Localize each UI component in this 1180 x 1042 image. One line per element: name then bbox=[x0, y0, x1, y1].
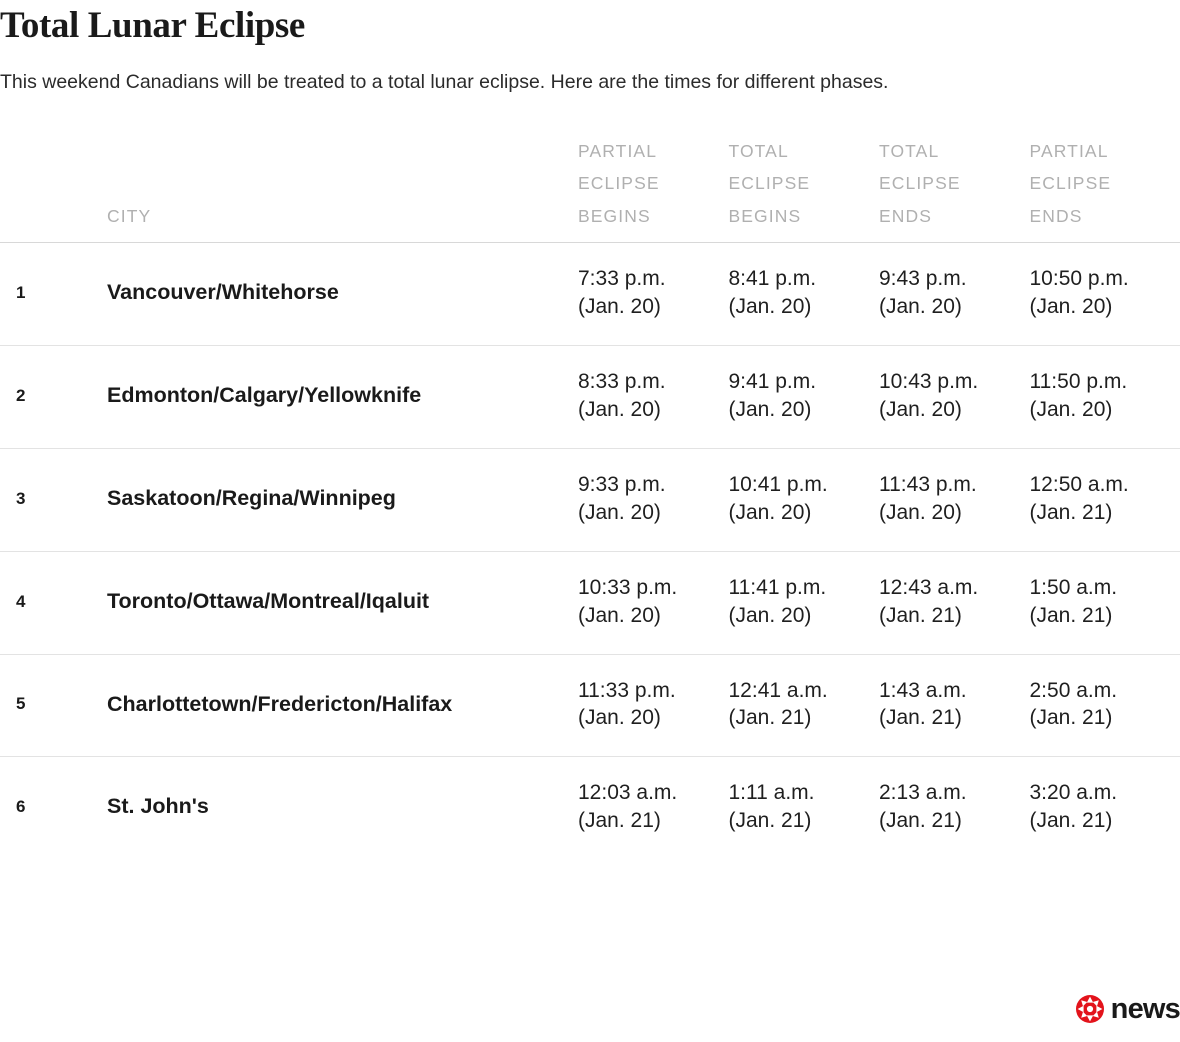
column-header-total-eclipse-ends bbox=[879, 135, 1030, 243]
header-line: ECLIPSE bbox=[879, 173, 961, 194]
time-value: 2:50 a.m. bbox=[1029, 678, 1118, 702]
header-line: ECLIPSE bbox=[578, 173, 660, 194]
time-value: 1:50 a.m. bbox=[1029, 575, 1118, 599]
cell-partial-eclipse-begins bbox=[578, 654, 729, 757]
header-line: ENDS bbox=[879, 205, 933, 226]
header-line: TOTAL bbox=[879, 141, 940, 161]
date-value: (Jan. 21) bbox=[578, 809, 661, 833]
date-value: (Jan. 20) bbox=[879, 500, 962, 524]
header-line: PARTIAL bbox=[1029, 141, 1109, 161]
page-title: Total Lunar Eclipse bbox=[0, 5, 305, 46]
cell-total-eclipse-ends bbox=[879, 551, 1030, 654]
date-value: (Jan. 20) bbox=[578, 500, 661, 524]
table-row bbox=[0, 551, 1180, 654]
row-city: Toronto/Ottawa/Montreal/Iqaluit bbox=[107, 588, 430, 613]
date-value: (Jan. 21) bbox=[1029, 706, 1113, 730]
date-value: (Jan. 21) bbox=[879, 706, 962, 730]
time-value: 12:50 a.m. bbox=[1029, 472, 1129, 496]
cell-total-eclipse-ends bbox=[879, 243, 1030, 346]
cell-total-eclipse-begins bbox=[729, 243, 880, 346]
cell-total-eclipse-ends bbox=[879, 757, 1030, 859]
cell-total-eclipse-ends bbox=[879, 448, 1030, 551]
table-body bbox=[0, 243, 1180, 860]
cell-total-eclipse-begins bbox=[729, 654, 880, 757]
date-value: (Jan. 21) bbox=[1029, 603, 1113, 627]
time-value: 7:33 p.m. bbox=[578, 267, 666, 291]
time-value: 11:50 p.m. bbox=[1029, 369, 1128, 393]
time-value: 9:43 p.m. bbox=[879, 267, 967, 291]
cell-partial-eclipse-begins bbox=[578, 243, 729, 346]
time-value: 1:11 a.m. bbox=[728, 781, 815, 805]
time-value: 12:03 a.m. bbox=[578, 781, 678, 805]
cell-partial-eclipse-ends bbox=[1030, 448, 1180, 551]
date-value: (Jan. 21) bbox=[1029, 809, 1113, 833]
time-value: 3:20 a.m. bbox=[1029, 781, 1118, 805]
cell-total-eclipse-begins bbox=[729, 345, 880, 448]
date-value: (Jan. 21) bbox=[728, 706, 812, 730]
date-value: (Jan. 20) bbox=[1029, 295, 1113, 319]
time-value: 9:33 p.m. bbox=[578, 472, 666, 496]
row-city: Edmonton/Calgary/Yellowknife bbox=[107, 382, 422, 407]
table-row bbox=[0, 757, 1180, 859]
brand-wordmark: news bbox=[1110, 992, 1180, 1025]
row-city: Vancouver/Whitehorse bbox=[107, 280, 339, 305]
table-row bbox=[0, 345, 1180, 448]
header-line: ECLIPSE bbox=[728, 173, 811, 194]
page-subtitle: This weekend Canadians will be treated to a total lunar eclipse. Here are the times for different phases. bbox=[0, 70, 889, 93]
time-value: 10:50 p.m. bbox=[1029, 267, 1129, 291]
column-header-partial-eclipse-begins bbox=[578, 135, 729, 243]
time-value: 1:43 a.m. bbox=[879, 678, 967, 702]
time-value: 8:41 p.m. bbox=[728, 267, 817, 291]
header-line: PARTIAL bbox=[578, 141, 658, 161]
date-value: (Jan. 20) bbox=[578, 295, 661, 319]
eclipse-times-table bbox=[0, 135, 1180, 859]
table-row bbox=[0, 448, 1180, 551]
row-index: 6 bbox=[16, 797, 26, 817]
table-row bbox=[0, 243, 1180, 346]
date-value: (Jan. 20) bbox=[1029, 397, 1113, 421]
time-value: 12:43 a.m. bbox=[879, 575, 979, 599]
time-value: 12:41 a.m. bbox=[728, 678, 828, 702]
time-value: 10:41 p.m. bbox=[728, 472, 828, 496]
row-index: 1 bbox=[16, 283, 26, 303]
row-index: 3 bbox=[16, 488, 26, 508]
date-value: (Jan. 21) bbox=[879, 603, 962, 627]
cbc-gem-icon bbox=[1075, 994, 1105, 1024]
time-value: 2:13 a.m. bbox=[879, 781, 967, 805]
cell-total-eclipse-ends bbox=[879, 345, 1030, 448]
date-value: (Jan. 20) bbox=[879, 397, 962, 421]
cbc-news-logo bbox=[1075, 994, 1180, 1024]
time-value: 11:33 p.m. bbox=[578, 678, 676, 702]
row-index: 5 bbox=[16, 694, 26, 714]
column-header-total-eclipse-begins bbox=[729, 135, 880, 243]
date-value: (Jan. 20) bbox=[728, 295, 812, 319]
row-city: Charlottetown/Fredericton/Halifax bbox=[107, 691, 453, 716]
time-value: 11:43 p.m. bbox=[879, 472, 977, 496]
date-value: (Jan. 20) bbox=[578, 706, 661, 730]
header-line: BEGINS bbox=[578, 205, 651, 226]
date-value: (Jan. 20) bbox=[728, 603, 812, 627]
column-header-index bbox=[0, 135, 50, 243]
cell-partial-eclipse-begins bbox=[578, 551, 729, 654]
date-value: (Jan. 20) bbox=[728, 500, 812, 524]
row-city: St. John's bbox=[107, 794, 209, 819]
cell-total-eclipse-begins bbox=[729, 757, 880, 859]
date-value: (Jan. 20) bbox=[728, 397, 812, 421]
cell-partial-eclipse-ends bbox=[1030, 243, 1180, 346]
date-value: (Jan. 21) bbox=[1029, 500, 1113, 524]
cell-total-eclipse-begins bbox=[729, 448, 880, 551]
cell-partial-eclipse-begins bbox=[578, 345, 729, 448]
cell-partial-eclipse-begins bbox=[578, 757, 729, 859]
cell-total-eclipse-ends bbox=[879, 654, 1030, 757]
date-value: (Jan. 20) bbox=[578, 397, 661, 421]
time-value: 8:33 p.m. bbox=[578, 369, 666, 393]
time-value: 10:33 p.m. bbox=[578, 575, 678, 599]
header-line: ENDS bbox=[1029, 205, 1083, 226]
date-value: (Jan. 20) bbox=[578, 603, 661, 627]
time-value: 9:41 p.m. bbox=[728, 369, 817, 393]
cell-partial-eclipse-ends bbox=[1030, 345, 1180, 448]
header-line: ECLIPSE bbox=[1029, 173, 1112, 194]
time-value: 10:43 p.m. bbox=[879, 369, 979, 393]
header-line: TOTAL bbox=[728, 141, 789, 161]
cell-partial-eclipse-ends bbox=[1030, 654, 1180, 757]
column-header-city: CITY bbox=[50, 135, 578, 243]
cell-partial-eclipse-ends bbox=[1030, 757, 1180, 859]
cell-partial-eclipse-ends bbox=[1030, 551, 1180, 654]
column-header-partial-eclipse-ends bbox=[1030, 135, 1180, 243]
cell-total-eclipse-begins bbox=[729, 551, 880, 654]
header-line: BEGINS bbox=[728, 205, 802, 226]
row-city: Saskatoon/Regina/Winnipeg bbox=[107, 485, 396, 510]
row-index: 2 bbox=[16, 385, 26, 405]
table-header bbox=[0, 135, 1180, 243]
time-value: 11:41 p.m. bbox=[728, 575, 827, 599]
cell-partial-eclipse-begins bbox=[578, 448, 729, 551]
table-row bbox=[0, 654, 1180, 757]
date-value: (Jan. 21) bbox=[728, 809, 812, 833]
date-value: (Jan. 20) bbox=[879, 295, 962, 319]
date-value: (Jan. 21) bbox=[879, 809, 962, 833]
row-index: 4 bbox=[16, 591, 26, 611]
